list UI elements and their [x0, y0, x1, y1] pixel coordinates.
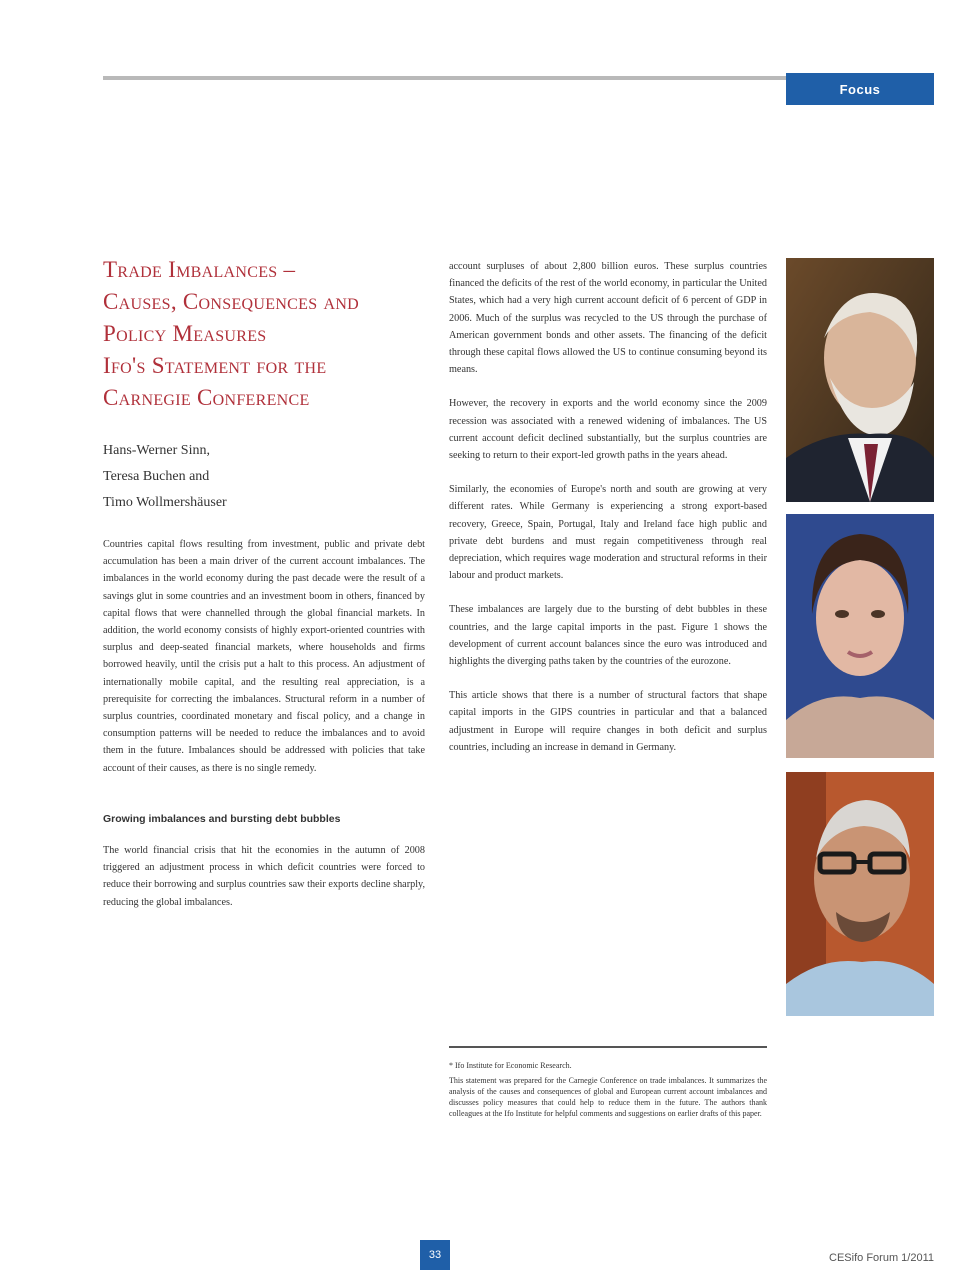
body-paragraph: This article shows that there is a number of structural factors that shape capital imports in the GIPS countries in particular and that a balanced adjustment in Europe will require changes in both deficit and surplus countries, including an increase in demand in Germany. — [449, 690, 767, 753]
title-line: Causes, Consequences and — [103, 289, 360, 314]
right-column — [449, 258, 767, 773]
portrait-icon — [786, 258, 934, 502]
body-paragraph: Similarly, the economies of Europe's north and south are growing at very different rates. While Germany is experiencing a strong export-based recovery, Greece, Spain, Portugal, Italy and Ireland face high public and private debt burdens and must regain competitiveness through real depreciation, which requires wage moderation and structural reforms in their labour and product markets. — [449, 484, 767, 582]
author-name: Teresa Buchen and — [103, 469, 210, 484]
body-paragraph: account surpluses of about 2,800 billion euros. These surplus countries financed the deficits of the rest of the world economy, in particular the United States, which had a very high current account deficit of 6 percent of GDP in 2006. Much of the surplus was recycled to the US through the purchase of American government bonds and other assets. The financing of the deficit through these capital flows allowed the US to continue consuming beyond its means. — [449, 261, 767, 376]
body-paragraph: However, the recovery in exports and the world economy since the 2009 recession was associated with a renewed widening of imbalances. The US current account deficit declined substantially, but the surplus countries are seeking to return to their export-led growth paths in the years ahead. — [449, 398, 767, 462]
body-paragraph: The world financial crisis that hit the economies in the autumn of 2008 triggered an adjustment process in which deficit countries were forced to reduce their borrowing and surplus countries saw their exports decline sharply, reducing the global imbalances. — [103, 845, 425, 908]
header-rule — [103, 76, 786, 80]
article-title — [103, 254, 433, 414]
author-name: Hans-Werner Sinn, — [103, 443, 210, 458]
title-line: Trade Imbalances – — [103, 257, 296, 282]
title-line: Ifo's Statement for the — [103, 353, 327, 378]
footnote: This statement was prepared for the Carnegie Conference on trade imbalances. It summarizes the analysis of the causes and consequences of global and European current account imbalances and discusses policy measures that could help to reduce them in the future. The authors thank colleagues at the Ifo Institute for helpful comments and suggestions on earlier drafts of this paper. — [449, 1076, 767, 1118]
title-line: Policy Measures — [103, 321, 267, 346]
left-column — [103, 536, 425, 928]
footnote: * Ifo Institute for Economic Research. — [449, 1061, 572, 1070]
page-number: 33 — [420, 1240, 450, 1270]
portrait-icon — [786, 514, 934, 758]
title-line: Carnegie Conference — [103, 385, 310, 410]
issue-reference: CESifo Forum 1/2011 — [829, 1252, 934, 1264]
author-photo-3 — [786, 772, 934, 1016]
author-photo-1 — [786, 258, 934, 502]
section-label: Focus — [786, 73, 934, 105]
author-photo-2 — [786, 514, 934, 758]
body-paragraph: These imbalances are largely due to the bursting of debt bubbles in these countries, and the large capital imports in the past. Figure 1 shows the development of current account balances since the euro was introduced and highlights the diverging paths taken by the countries of the eurozone. — [449, 604, 767, 668]
author-list — [103, 438, 433, 516]
portrait-icon — [786, 772, 934, 1016]
footnotes — [449, 1060, 767, 1123]
body-paragraph: Countries capital flows resulting from investment, public and private debt accumulation has been a main driver of the current account imbalances. The imbalances in the world economy during the past decade were the result of a savings glut in some countries and an investment boom in others, financed by capital flows that were channelled through the global financial markets. In addition, the world economy consists of highly export-oriented countries with surplus and deep-seated financial markets, where households and firms borrowed heavily, until the crisis put a halt to this process. An adjustment of internationally mobile capital, and the resulting real appreciation, is a prerequisite for correcting the imbalances. Structural reform in a number of surplus countries, coordinated monetary and fiscal policy, and a change in consumption patterns will be needed to reduce the imbalances and to avoid them in the future. Imbalances should be addressed with policies that take account of their causes, as there is no single remedy. — [103, 539, 425, 774]
section-subheading: Growing imbalances and bursting debt bubbles — [103, 812, 341, 825]
footnote-rule — [449, 1046, 767, 1048]
author-name: Timo Wollmershäuser — [103, 495, 227, 510]
